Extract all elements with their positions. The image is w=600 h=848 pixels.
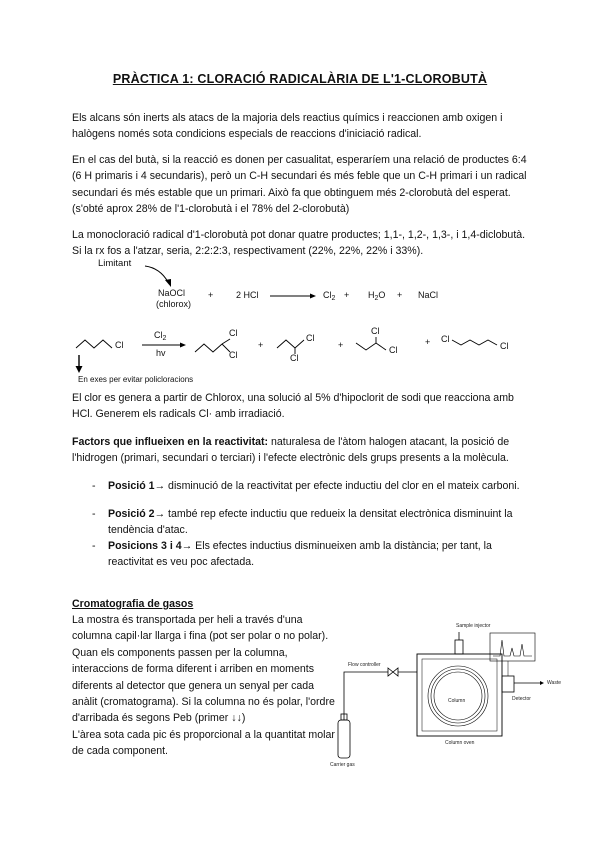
chlorox-label: (chlorox)	[156, 299, 192, 309]
column-oven-label: Column oven	[445, 740, 475, 746]
reagent-hv: hv	[156, 348, 166, 358]
limitant-label: Limitant	[98, 258, 132, 269]
detector-label: Detector	[512, 696, 531, 702]
monochlorination-paragraph: La monocloració radical d'1-clorobutà pot donar quatre productes; 1,1-, 1,2-, 1,3-, i 1,4-diclobutà. Si la rx fos a l'atzar, seria, 2:2:2:3, respectivament (22%, 22%, 22% i 33%).	[72, 229, 526, 258]
plus-sign-2: +	[344, 290, 350, 300]
document-page: PRÀCTICA 1: CLORACIÓ RADICALÀRIA DE L'1-CLOROBUTÀ Els alcans són inerts als atacs de la majoria dels reactius químics i reaccionen amb oxigen i halògens només sota condicions especials de reaccions d'iniciació radical. En el cas del butà, si la reacció es donen per casualitat, esperaríem una relació de productes 6:4 (6 H primaris i 4 secundaris), però un C-H secundari és més feble que un C-H primari i un radical secundari és més estable que un primari. Això fa que obtinguem més 2-clorobutà del esperat. (s'obté aprox 28% de l'1-clorobutà i el 78% del 2-clorobutà) La monocloració radical d'1-clorobutà pot donar quatre productes; 1,1-, 1,2-, 1,3-, i 1,4-diclobutà. Si la rx fos a l'atzar, seria, 2:2:2:3, respectivament (22%, 22%, 22% i 33%). Limitant NaOCl (chlorox) + 2 HCl $Cl_2$ + $H_2O$ + NaCl Cl $Cl_2$ hv Cl Cl + Cl Cl + Cl Cl + Cl Cl En exes per evitar policloracions El clor es genera a partir de Chlorox, una solució al 5% d'hipoclorit de sodi que reacciona amb HCl. Generem els radicals Cl· amb irradiació. Factors que influeixen en la reactivitat: naturalesa de l'àtom halogen atacant, la posició de l'hidrogen (primari, secundari o terciari) i l'efecte electrònic dels grups presents a la molècula. - Posició 1→ disminució de la reactivitat per efecte inductiu del clor en el mateix carboni. - Posició 2→ també rep efecte inductiu que redueix la densitat electrònica disminuint la tendència d'atac. - Posicions 3 i 4→ Els efectes inductius disminueixen amb la distància; per tant, la reactivitat es veu poc afectada. Cromatografia de gasos La mostra és transportada per heli a través d'una columna capil·lar llarga i fina (pot ser polar o no polar). Quan els components passen per la columna, interaccions de forma diferent i arriben en moments diferents al detector que genera un senyal per cada anàlit (cromatograma). Si la columna no és polar, l'ordre d'arribada és segons Peb (primer ↓↓) L'àrea sota cada pic és proporcional a la quantitat molar de cada component. Sample injector Flow controller Column Column oven Carrier gas Detector Waste	[0, 0, 600, 848]
nacl-product: NaCl	[418, 290, 439, 300]
product2-cl-end: Cl	[306, 333, 315, 343]
hcl-label: 2 HCl	[236, 290, 259, 300]
sample-injector-label: Sample injector	[456, 623, 491, 629]
plus-sign-5: +	[338, 340, 344, 350]
water-product: $H_2O$	[368, 290, 386, 302]
product4-cl-end: Cl	[500, 341, 509, 351]
cl2-product: $Cl_2$	[323, 290, 336, 302]
intro-paragraph: Els alcans són inerts als atacs de la majoria dels reactius químics i reaccionen amb oxigen i halògens només sota condicions especials de reaccions d'iniciació radical.	[72, 112, 503, 141]
chlorox-paragraph: El clor es genera a partir de Chlorox, una solució al 5% d'hipoclorit de sodi que reacciona amb HCl. Generem els radicals Cl· amb irradiació.	[72, 392, 514, 421]
page-title: PRÀCTICA 1: CLORACIÓ RADICALÀRIA DE L'1-CLOROBUTÀ	[112, 72, 488, 86]
gc-paragraph: La mostra és transportada per heli a través d'una columna capil·lar llarga i fina (pot ser polar o no polar). Quan els components passen per la columna, interaccions de forma diferent i arriben en moments diferents al detector que genera un senyal per cada anàlit (cromatograma). Si la columna no és polar, l'ordre d'arribada és segons Peb (primer ↓↓) L'àrea sota cada pic és proporcional a la quantitat molar de cada component.	[72, 614, 335, 758]
product2-cl-branch: Cl	[290, 353, 299, 363]
factors-heading: Factors que influeixen en la reactivitat:	[72, 436, 269, 448]
excess-note: En exes per evitar policloracions	[78, 375, 194, 384]
product3-cl-end: Cl	[389, 345, 398, 355]
plus-sign-1: +	[208, 290, 214, 300]
chlorobutane-cl: Cl	[115, 340, 124, 350]
plus-sign-6: +	[425, 337, 431, 347]
waste-label: Waste	[547, 680, 561, 686]
product1-cl-top: Cl	[229, 328, 238, 338]
reagent-cl2: $Cl_2$	[154, 330, 167, 342]
product3-cl-branch: Cl	[371, 326, 380, 336]
plus-sign-4: +	[258, 340, 264, 350]
butane-paragraph: En el cas del butà, si la reacció es donen per casualitat, esperaríem una relació de productes 6:4 (6 H primaris i 4 secundaris), però un C-H secundari és més feble que un C-H primari i un radical secundari és més estable que un primari. Això fa que obtinguem més 2-clorobutà del esperat. (s'obté aprox 28% de l'1-clorobutà i el 78% del 2-clorobutà)	[72, 154, 527, 216]
column-label: Column	[448, 698, 466, 704]
factors-text: naturalesa de l'àtom halogen atacant, la posició de l'hidrogen (primari, secundari o terciari) i l'efecte electrònic dels grups presents a la molècula.	[72, 436, 510, 465]
product1-cl-bottom: Cl	[229, 350, 238, 360]
carrier-gas-label: Carrier gas	[330, 762, 355, 768]
product4-cl-start: Cl	[441, 334, 450, 344]
plus-sign-3: +	[397, 290, 403, 300]
flow-controller-label: Flow controller	[348, 662, 381, 668]
gc-heading: Cromatografia de gasos	[72, 598, 194, 610]
naocl-label: NaOCl	[158, 288, 186, 298]
